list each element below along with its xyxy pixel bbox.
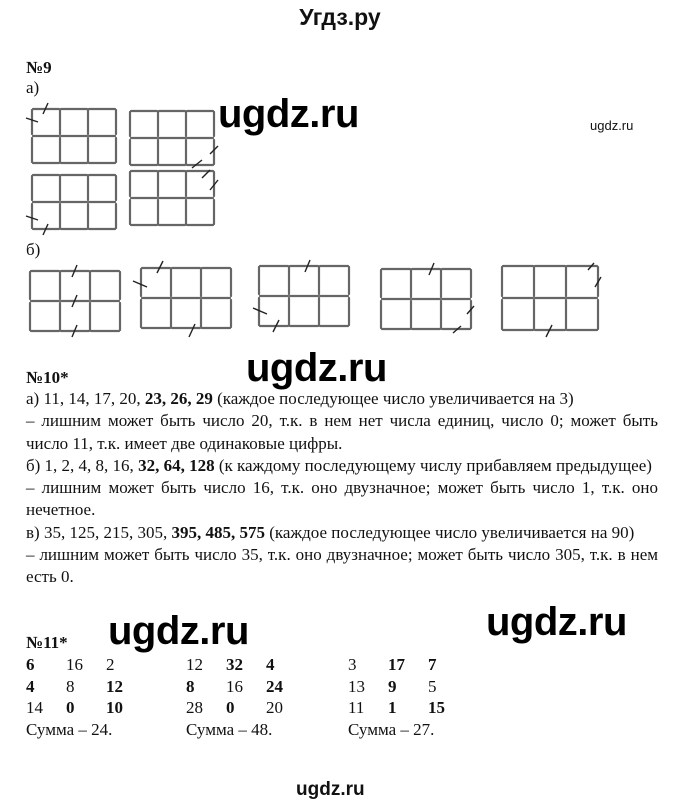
task-9-title: №9 xyxy=(26,58,52,77)
magic-square-1: 6 16 2 4 8 12 14 0 10 Сумма – 24. xyxy=(26,654,146,740)
watermark-ugdz: ugdz.ru xyxy=(218,92,359,136)
task-9-part-b-label: б) xyxy=(26,240,41,259)
task-11-title: №11* xyxy=(26,633,68,652)
matchstick-figure-b5 xyxy=(502,265,602,330)
matchstick-figure-b2 xyxy=(141,267,236,332)
magic-square-2: 12 32 4 8 16 24 28 0 20 Сумма – 48. xyxy=(186,654,306,740)
matchstick-figure-a1 xyxy=(32,108,122,168)
site-title: Угдз.ру xyxy=(299,4,381,30)
watermark-ugdz-small: ugdz.ru xyxy=(590,118,634,133)
task-10-b-line: б) 1, 2, 4, 8, 16, 32, 64, 128 (к каждому последующему числу прибавляем предыдущее) xyxy=(26,455,652,475)
task-10-b-answer: 32, 64, 128 xyxy=(138,455,215,475)
matchstick-figure-a2 xyxy=(32,174,122,234)
watermark-ugdz-bottom: ugdz.ru xyxy=(296,779,365,800)
task-10-b-note: – лишним может быть число 16, т.к. оно двузначное; может быть число 1, т.к. оно нечетное. xyxy=(26,478,658,520)
task-10-answer-text xyxy=(26,388,658,589)
matchstick-figure-b4 xyxy=(381,268,476,333)
magic-square-2-sum: Сумма – 48. xyxy=(186,719,273,739)
matchstick-figure-b3 xyxy=(259,265,354,330)
task-10-title: №10* xyxy=(26,368,69,387)
matchstick-figure-a3 xyxy=(130,110,220,170)
watermark-ugdz: ugdz.ru xyxy=(108,609,249,653)
magic-square-3: 3 17 7 13 9 5 11 1 15 Сумма – 27. xyxy=(348,654,468,740)
task-9-part-a-label: а) xyxy=(26,78,40,97)
matchstick-figure-a4 xyxy=(130,170,220,230)
task-10-a-answer: 23, 26, 29 xyxy=(144,389,213,408)
matchstick-figure-b1 xyxy=(30,270,125,335)
task-10-c-line: в) 35, 125, 215, 305, 395, 485, 575 (каждое последующее число увеличивается на 90) xyxy=(26,522,635,542)
task-10-c-note: – лишним может быть число 35, т.к. оно двузначное; может быть число 305, т.к. в нем есть 0. xyxy=(26,545,658,587)
watermark-ugdz: ugdz.ru xyxy=(486,600,627,644)
watermark-ugdz: ugdz.ru xyxy=(246,346,387,390)
magic-square-3-sum: Сумма – 27. xyxy=(348,719,435,739)
task-10-a-line: а) 11, 14, 17, 20, 23, 26, 29 (каждое последующее число увеличивается на 3) xyxy=(26,389,574,408)
task-10-c-answer: 395, 485, 575 xyxy=(171,522,265,542)
task-10-a-note: – лишним может быть число 20, т.к. в нем нет числа единиц, число 0; может быть число 11, т.к. имеет две одинаковые цифры. xyxy=(26,411,658,453)
magic-square-1-sum: Сумма – 24. xyxy=(26,719,113,739)
